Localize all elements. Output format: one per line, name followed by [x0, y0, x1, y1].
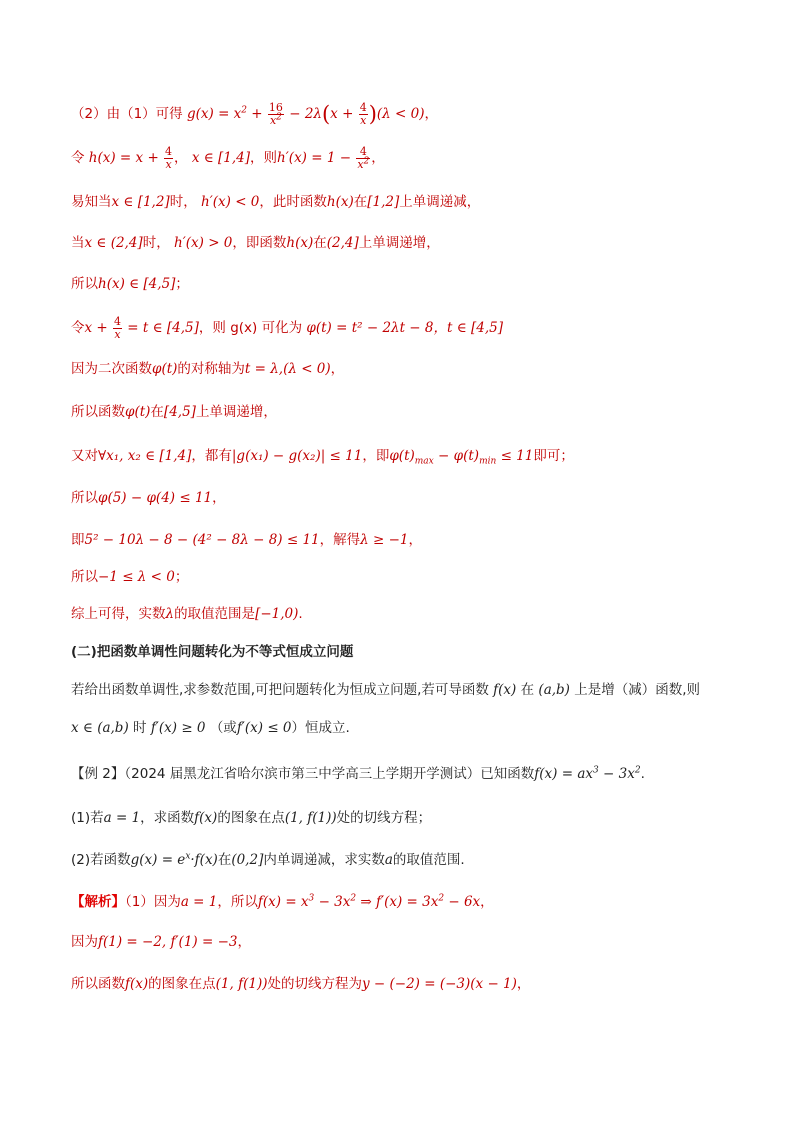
interval-2-4: (2,4]: [326, 235, 359, 251]
h-x-2: h(x): [286, 235, 314, 251]
that-is: 即: [71, 532, 85, 548]
intro-text-e: （或: [209, 720, 237, 736]
intro-text-f: ）恒成立.: [291, 720, 350, 736]
lambda-ge: λ ≥ −1: [360, 532, 409, 548]
semicolon-2: ；: [174, 569, 189, 585]
inc-note: ，即函数: [232, 235, 287, 251]
intro-line-2: [71, 718, 754, 738]
h-x: h(x): [326, 194, 354, 210]
t-range: ，t ∈ [4,5]: [433, 320, 504, 336]
semicolon: ；: [175, 276, 189, 292]
h-domain: x ∈ [1,4]: [191, 150, 251, 166]
f-definition: $f(x) = ax^3 - 3x^2$: [534, 765, 641, 782]
intro-text-a: 若给出函数单调性,求参数范围,可把问题转化为恒成立问题,若可导函数: [71, 682, 489, 698]
so-range: 所以: [71, 569, 98, 585]
h-intro: 令: [71, 150, 85, 166]
forall-inequality: |g(x₁) − g(x₂)| ≤ 11: [231, 448, 363, 464]
s2-text-a: 因为: [71, 934, 98, 950]
q1-f-x: f(x): [194, 810, 218, 826]
solution-tag: 【解析】: [71, 894, 125, 910]
example-header: 【例 2】（2024 届黑龙江省哈尔滨市第三中学高三上学期开学测试）已知函数$f(x) = ax^3 - 3x^2$.: [71, 765, 645, 782]
axis-line: [71, 359, 754, 379]
interval-4-5: [4,5]: [163, 404, 196, 420]
h-definition-math: h(x) = x + $\frac{4}{x}$: [88, 145, 173, 171]
intro-text-d: 时: [133, 720, 147, 736]
h-increasing-line: [71, 233, 754, 253]
q1-text-b: ，求函数: [140, 810, 195, 826]
f-prime-le: f′(x) ≤ 0: [236, 720, 292, 736]
lambda-symbol: λ: [165, 606, 175, 622]
solution-line-3: [71, 974, 754, 994]
question-1: [71, 808, 754, 828]
q2-text-b: 在: [217, 852, 232, 868]
intro-text-c: 上是增（减）函数,则: [574, 682, 701, 698]
h-range: h(x) ∈ [4,5]: [98, 276, 176, 292]
q1-text-c: 的图象在点: [217, 810, 285, 826]
s2-values: f(1) = −2, f′(1) = −3: [98, 934, 238, 950]
s1-text-b: ，所以: [217, 894, 258, 910]
let-text: 令: [71, 320, 85, 336]
q1-condition: a = 1: [103, 810, 141, 826]
s1-text-a: （1）因为: [125, 894, 181, 910]
forall-condition: ∀x₁, x₂ ∈ [1,4]: [98, 448, 192, 464]
s1-a-eq: a = 1: [180, 894, 218, 910]
so-text: 所以: [71, 276, 98, 292]
h-range-line: [71, 274, 754, 294]
expansion: 5² − 10λ − 8 − (4² − 8λ − 8) ≤ 11: [84, 532, 320, 548]
g-definition-math: $g(x) = x^2$ + $\frac{16}{x^2}$ − 2λ(x + $\frac{4}{x}$ )(λ < 0): [186, 101, 425, 127]
when-text: 时，: [169, 194, 197, 210]
so-phi: 所以: [71, 490, 98, 506]
inc-on: 在: [313, 235, 327, 251]
conclude-text: 综上可得，实数: [71, 606, 166, 622]
intro-line-1: [71, 680, 754, 700]
q1-point: (1, f(1)): [284, 810, 337, 826]
expand-line: [71, 530, 754, 550]
period: .: [298, 606, 303, 622]
forall-mid: ，都有: [191, 448, 232, 464]
when-text-2: 时，: [142, 235, 170, 251]
conclusion-line: [71, 604, 754, 624]
phi-monotone-line: [71, 402, 754, 422]
phi-mono-prefix: 所以函数: [71, 404, 125, 420]
s3-text-b: 的图象在点: [148, 976, 216, 992]
phi-t-2: φ(t): [125, 404, 151, 420]
part2-g-definition: （2）由（1）可得 $g(x) = x^2$ + $\frac{16}{x^2}$ − 2λ(x + $\frac{4}{x}$ )(λ < 0)，: [71, 101, 438, 127]
phi-mono-suffix: 上单调递增，: [195, 404, 277, 420]
s1-derivative: $f(x) = x^3 - 3x^2$ ⇒ $f'(x) = 3x^2 - 6x$: [257, 893, 481, 910]
s3-text-c: 处的切线方程为: [267, 976, 362, 992]
example-source: （2024 届黑龙江省哈尔滨市第三中学高三上学期开学测试）已知函数: [124, 766, 535, 782]
phi-mono-on: 在: [150, 404, 164, 420]
inc-mono: 上单调递增，: [358, 235, 440, 251]
section-title: (二)把函数单调性问题转化为不等式恒成立问题: [71, 644, 354, 660]
when-label: 当: [71, 235, 85, 251]
q1-label: (1)若: [71, 810, 104, 826]
q2-g-def: $g(x) = e^x\cdot f(x)$: [130, 851, 218, 868]
q2-a: a: [384, 852, 393, 868]
h-derivative-math: h′(x) = 1 − $\frac{4}{x^2}$: [277, 145, 370, 171]
f-prime-ge: f′(x) ≥ 0: [150, 720, 206, 736]
tangent-equation: y − (−2) = (−3)(x − 1): [361, 976, 517, 992]
s3-end: ，: [516, 976, 531, 992]
f-x: f(x): [493, 682, 517, 698]
intro-text-b: 在: [520, 682, 535, 698]
example-tag: 【例 2】: [71, 766, 125, 782]
s3-text-a: 所以函数: [71, 976, 125, 992]
comma-2: ，: [212, 490, 226, 506]
lambda-range-line: [71, 567, 754, 587]
forall-line: [71, 446, 754, 466]
comma: ，: [330, 361, 345, 377]
conclude-mid: 的取值范围是: [174, 606, 256, 622]
solution-line-2: 因为f(1) = −2, f′(1) = −3，: [71, 934, 251, 950]
forall-end: 即可；: [533, 448, 574, 464]
x-in-1-2: x ∈ [1,2]: [111, 194, 170, 210]
phi-t: φ(t): [152, 361, 178, 377]
forall-then: ，即: [362, 448, 390, 464]
solution-line-1: 【解析】（1）因为a = 1，所以$f(x) = x^3 - 3x^2$ ⇒ $f'(x) = 3x^2 - 6x$，: [71, 893, 494, 910]
q2-text-c: 内单调递减，求实数: [263, 852, 385, 868]
s3-point: (1, f(1)): [215, 976, 268, 992]
dec-on: 在: [353, 194, 368, 210]
t-definition-math: x + $\frac{4}{x}$ = t ∈ [4,5]: [84, 315, 199, 341]
dec-note: ，此时函数: [259, 194, 327, 210]
x-in-2-4: x ∈ (2,4]: [84, 235, 143, 251]
x-in-a-b: x ∈ (a,b): [71, 720, 129, 736]
axis-mid: 的对称轴为: [177, 361, 245, 377]
h-decreasing-line: [71, 192, 754, 212]
axis-value: t = λ,(λ < 0): [244, 361, 331, 377]
q2-label: (2)若函数: [71, 852, 131, 868]
then-text: ，则: [250, 150, 278, 166]
g-becomes: ，则 g(x) 可化为: [198, 320, 303, 336]
solve-text: ，解得: [319, 532, 361, 548]
dec-mono: 上单调递减，: [399, 194, 481, 210]
h-prime-negative: h′(x) < 0: [201, 194, 260, 210]
q2-interval: (0,2]: [231, 852, 264, 868]
phi-max-min: $\varphi(t)_{max} - \varphi(t)_{min} \le 11$: [389, 448, 534, 467]
s3-f-x: f(x): [125, 976, 149, 992]
question-2: [71, 850, 754, 870]
lambda-range: −1 ≤ λ < 0: [98, 569, 175, 585]
comma-3: ，: [408, 532, 422, 548]
easy-text: 易知当: [71, 194, 112, 210]
phi-inequality: φ(5) − φ(4) ≤ 11: [98, 490, 213, 506]
axis-prefix: 因为二次函数: [71, 361, 152, 377]
q2-text-d: 的取值范围.: [392, 852, 465, 868]
part2-label: （2）由（1）可得: [71, 106, 183, 122]
h-definition-line: 令 h(x) = x + $\frac{4}{x}$ ， x ∈ [1,4]，则h′(x) = 1 − $\frac{4}{x^2}$ ，: [71, 145, 385, 171]
q1-text-d: 处的切线方程；: [336, 810, 432, 826]
t-substitution-line: [71, 316, 754, 341]
phi-difference-line: [71, 488, 754, 508]
phi-definition: φ(t) = t² − 2λt − 8: [306, 320, 434, 336]
interval-a-b: (a,b): [538, 682, 570, 698]
forall-prefix: 又对: [71, 448, 98, 464]
final-range: [−1,0): [255, 606, 299, 622]
h-prime-positive: h′(x) > 0: [174, 235, 233, 251]
interval-1-2: [1,2]: [367, 194, 400, 210]
